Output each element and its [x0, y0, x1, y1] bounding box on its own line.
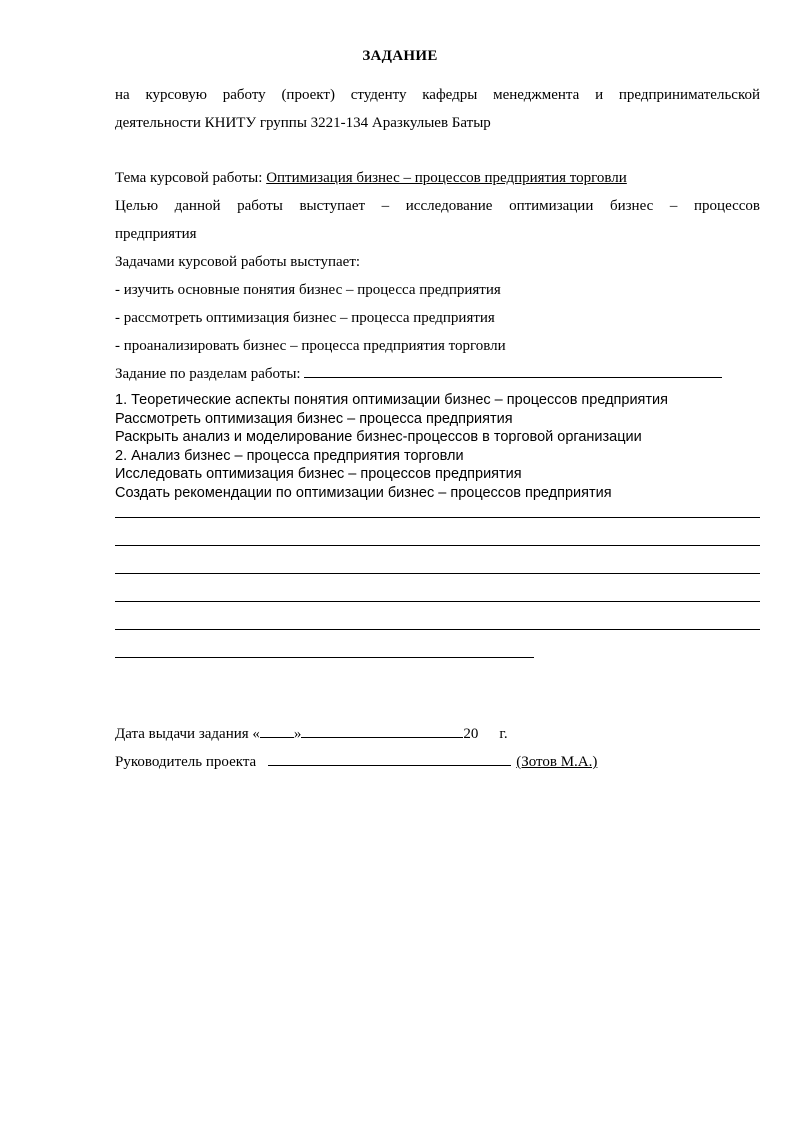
intro-line-1: на курсовую работу (проект) студенту кафедры менеджмента и предпринимательской	[115, 87, 760, 103]
section-item: Раскрыть анализ и моделирование бизнес-процессов в торговой организации	[115, 429, 642, 445]
task-item: - проанализировать бизнес – процесса предприятия торговли	[115, 338, 506, 354]
blank-line-short	[115, 657, 534, 658]
topic-line	[115, 164, 760, 192]
section-item: Рассмотреть оптимизация бизнес – процесса предприятия	[115, 410, 513, 427]
sections-list	[115, 391, 760, 502]
section-item: Исследовать оптимизация бизнес – процессов предприятия	[115, 466, 522, 482]
issue-date-line	[115, 720, 760, 748]
month-fill-line	[301, 725, 463, 738]
signature-fill-line	[268, 753, 511, 766]
topic-label: Тема курсовой работы:	[115, 170, 267, 186]
section-item: 1. Теоретические аспекты понятия оптимизации бизнес – процессов предприятия	[115, 392, 669, 408]
supervisor-label: Руководитель проекта	[115, 754, 257, 770]
quote-close: »	[293, 726, 302, 742]
blank-line	[115, 545, 760, 546]
goal-line-2: предприятия	[115, 226, 197, 242]
section-item: 2. Анализ бизнес – процесса предприятия торговли	[115, 447, 464, 464]
blank-line	[115, 601, 760, 602]
sections-label: Задание по разделам работы:	[115, 366, 301, 382]
topic-value: Оптимизация бизнес – процессов предприятия торговли	[266, 170, 627, 186]
blank-line	[115, 573, 760, 574]
supervisor-name: (Зотов М.А.)	[516, 754, 598, 770]
issue-date-label: Дата выдачи задания «	[115, 726, 260, 742]
year-prefix: 20	[463, 726, 479, 742]
task-item: - рассмотреть оптимизация бизнес – процесса предприятия	[115, 310, 495, 326]
day-fill-line	[260, 725, 294, 738]
tasks-heading: Задачами курсовой работы выступает:	[115, 254, 361, 270]
document-title: ЗАДАНИЕ	[362, 48, 438, 64]
sections-line	[115, 360, 760, 388]
blank-line	[115, 517, 760, 518]
sections-fill-line	[304, 365, 722, 378]
supervisor-line	[115, 748, 760, 776]
intro-line-2: деятельности КНИТУ группы 3221-134 Аразкулыев Батыр	[115, 115, 491, 131]
goal-line-1: Целью данной работы выступает – исследование оптимизации бизнес – процессов	[115, 198, 760, 214]
blank-line	[115, 629, 760, 630]
section-item: Создать рекомендации по оптимизации бизнес – процессов предприятия	[115, 484, 612, 501]
year-suffix: г.	[499, 726, 508, 742]
task-item: - изучить основные понятия бизнес – процесса предприятия	[115, 282, 501, 298]
